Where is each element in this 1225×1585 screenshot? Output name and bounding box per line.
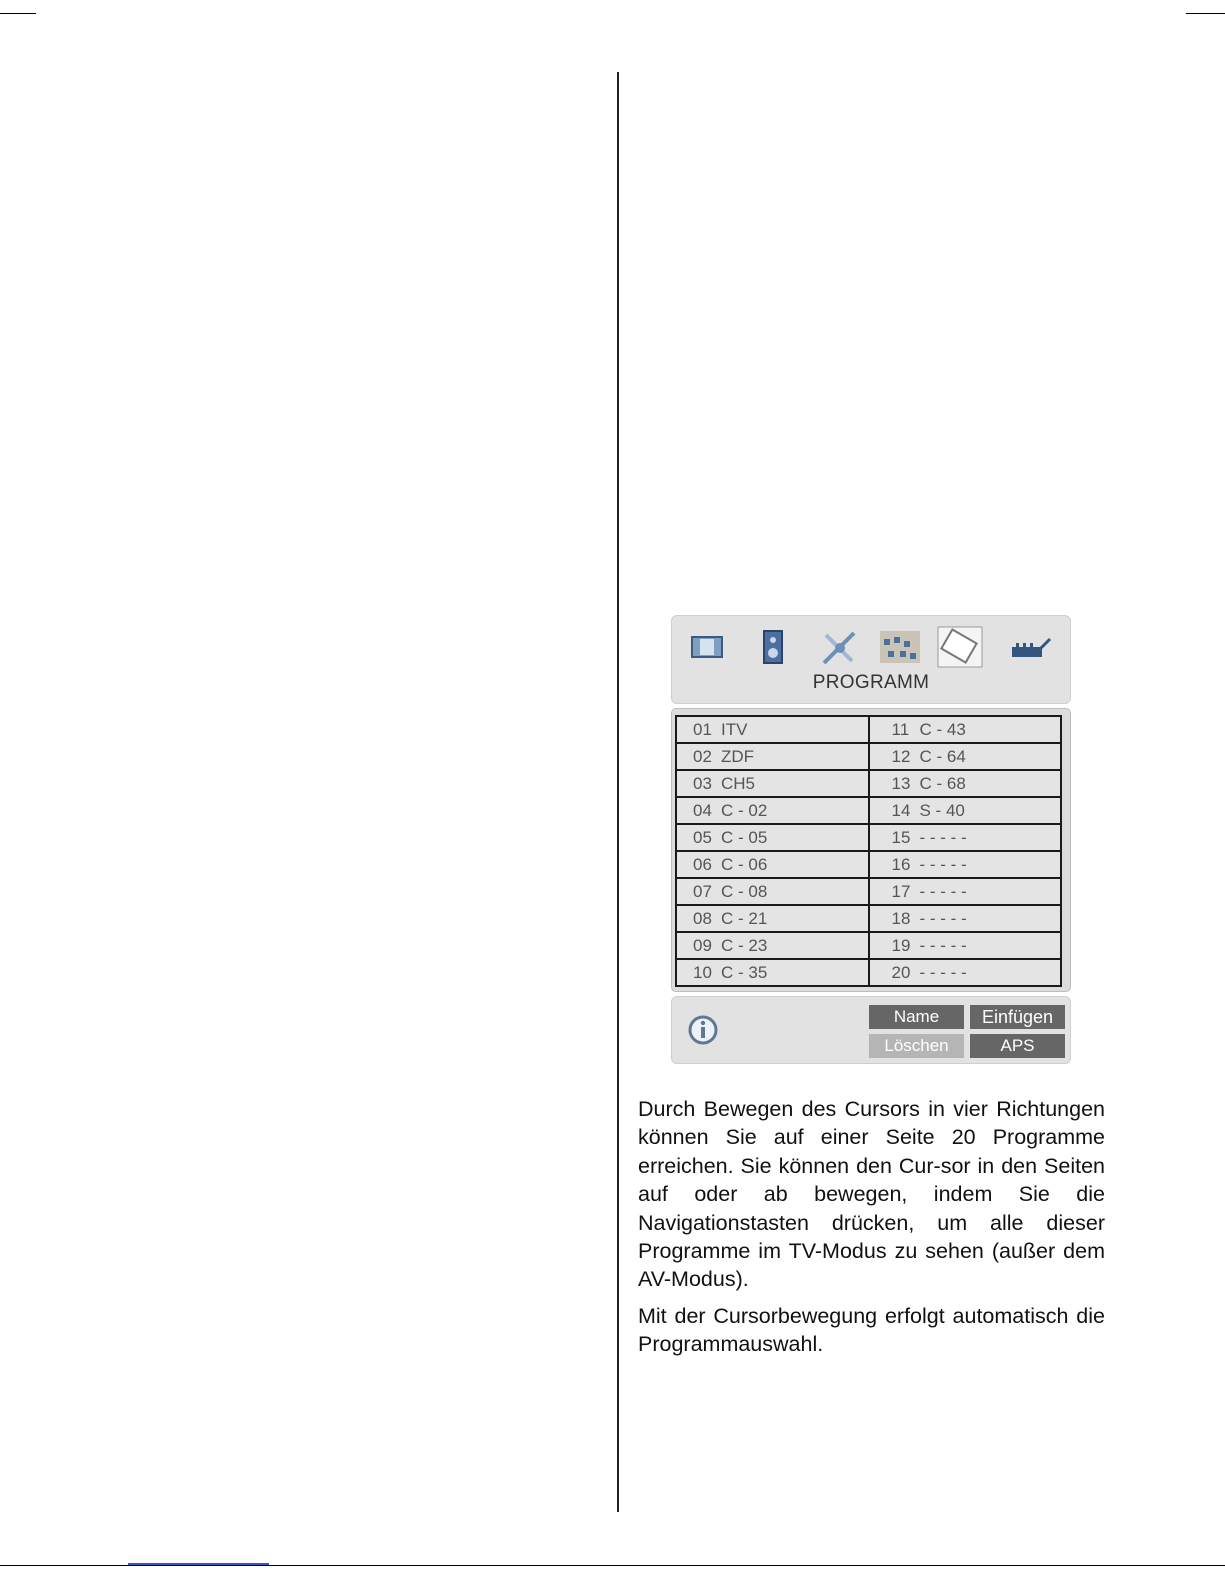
program-cell[interactable] <box>869 878 1062 905</box>
program-number: 19 <box>891 935 911 955</box>
program-cell[interactable] <box>676 932 869 959</box>
program-cell[interactable] <box>869 824 1062 851</box>
program-row <box>676 770 1061 797</box>
program-cell[interactable] <box>676 824 869 851</box>
insert-button[interactable]: Einfügen <box>970 1005 1065 1029</box>
program-number: 11 <box>891 719 910 739</box>
program-cell[interactable] <box>676 770 869 797</box>
program-number: 16 <box>891 854 911 874</box>
source-icon[interactable] <box>1006 625 1054 669</box>
program-number: 17 <box>891 881 911 901</box>
footer-rule <box>0 1565 1225 1566</box>
program-row <box>676 959 1061 986</box>
program-number: 13 <box>891 773 911 793</box>
program-cell[interactable] <box>676 743 869 770</box>
program-name: CH5 <box>721 773 756 793</box>
program-name: C - 64 <box>919 746 966 766</box>
program-list <box>671 708 1071 992</box>
sound-icon[interactable] <box>750 625 798 669</box>
program-cell[interactable] <box>676 878 869 905</box>
program-name: C - 35 <box>721 962 768 982</box>
program-number: 15 <box>891 827 911 847</box>
program-number: 01 <box>693 719 712 739</box>
program-row <box>676 905 1061 932</box>
name-button[interactable]: Name <box>869 1005 964 1029</box>
install-icon[interactable] <box>876 625 924 669</box>
program-row <box>676 716 1061 743</box>
program-row <box>676 878 1061 905</box>
program-name: ITV <box>721 719 748 739</box>
program-cell[interactable] <box>869 851 1062 878</box>
program-cell[interactable] <box>869 932 1062 959</box>
program-name: C - 68 <box>919 773 966 793</box>
program-row <box>676 851 1061 878</box>
program-cell[interactable] <box>676 797 869 824</box>
menu-icon-bar <box>680 625 1062 669</box>
program-name: C - 43 <box>919 719 966 739</box>
program-cell[interactable] <box>676 905 869 932</box>
program-name: - - - - - <box>919 881 967 901</box>
column-divider <box>617 72 619 1512</box>
program-number: 02 <box>693 746 712 766</box>
paragraph-auto-selection: Mit der Cursorbewegung erfolgt automatisch die Programmauswahl. <box>638 1304 1105 1357</box>
crop-mark-top-left <box>0 13 36 14</box>
program-cell[interactable] <box>869 797 1062 824</box>
program-row <box>676 932 1061 959</box>
program-number: 12 <box>891 746 911 766</box>
feature-tools-icon[interactable] <box>816 625 864 669</box>
program-name: C - 23 <box>721 935 768 955</box>
menu-footer <box>671 996 1071 1064</box>
program-number: 20 <box>891 962 911 982</box>
crop-mark-top-right <box>1186 13 1225 14</box>
program-name: C - 05 <box>721 827 768 847</box>
program-name: S - 40 <box>919 800 965 820</box>
program-number: 07 <box>693 881 712 901</box>
program-cell[interactable] <box>869 770 1062 797</box>
program-menu <box>671 615 1071 1064</box>
program-row <box>676 743 1061 770</box>
program-number: 06 <box>693 854 712 874</box>
program-number: 14 <box>891 800 911 820</box>
program-cell[interactable] <box>869 905 1062 932</box>
program-number: 10 <box>693 962 712 982</box>
aps-button[interactable]: APS <box>970 1034 1065 1058</box>
program-cell[interactable] <box>676 716 869 743</box>
program-cell[interactable] <box>869 743 1062 770</box>
program-cell[interactable] <box>869 716 1062 743</box>
program-number: 18 <box>891 908 911 928</box>
program-number: 04 <box>693 800 712 820</box>
program-name: - - - - - <box>919 962 967 982</box>
program-name: C - 06 <box>721 854 768 874</box>
program-row <box>676 797 1061 824</box>
info-icon[interactable] <box>688 1015 718 1045</box>
program-name: - - - - - <box>919 935 967 955</box>
menu-header <box>671 615 1071 704</box>
program-name: C - 08 <box>721 881 768 901</box>
program-name: ZDF <box>721 746 755 766</box>
program-number: 03 <box>693 773 712 793</box>
program-name: C - 21 <box>721 908 768 928</box>
menu-title: PROGRAMM <box>812 672 930 693</box>
program-list-icon[interactable] <box>936 625 984 669</box>
program-name: - - - - - <box>919 908 967 928</box>
picture-icon[interactable] <box>684 625 732 669</box>
program-name: - - - - - <box>919 827 967 847</box>
program-row <box>676 824 1061 851</box>
paragraph-cursor-navigation: Durch Bewegen des Cursors in vier Richtungen können Sie auf einer Seite 20 Programme erreichen. Sie können den Cur-sor in den Seiten auf oder ab bewegen, indem Sie die Navigationstasten drücken, um alle dieser Programme im TV-Modus zu sehen (außer dem AV-Modus). <box>638 1097 1105 1292</box>
program-name: - - - - - <box>919 854 967 874</box>
program-cell[interactable] <box>676 959 869 986</box>
delete-button[interactable]: Löschen <box>869 1034 964 1058</box>
program-number: 05 <box>693 827 712 847</box>
program-name: C - 02 <box>721 800 768 820</box>
program-cell[interactable] <box>869 959 1062 986</box>
program-number: 08 <box>693 908 712 928</box>
program-number: 09 <box>693 935 712 955</box>
program-table <box>675 715 1062 987</box>
program-cell[interactable] <box>676 851 869 878</box>
